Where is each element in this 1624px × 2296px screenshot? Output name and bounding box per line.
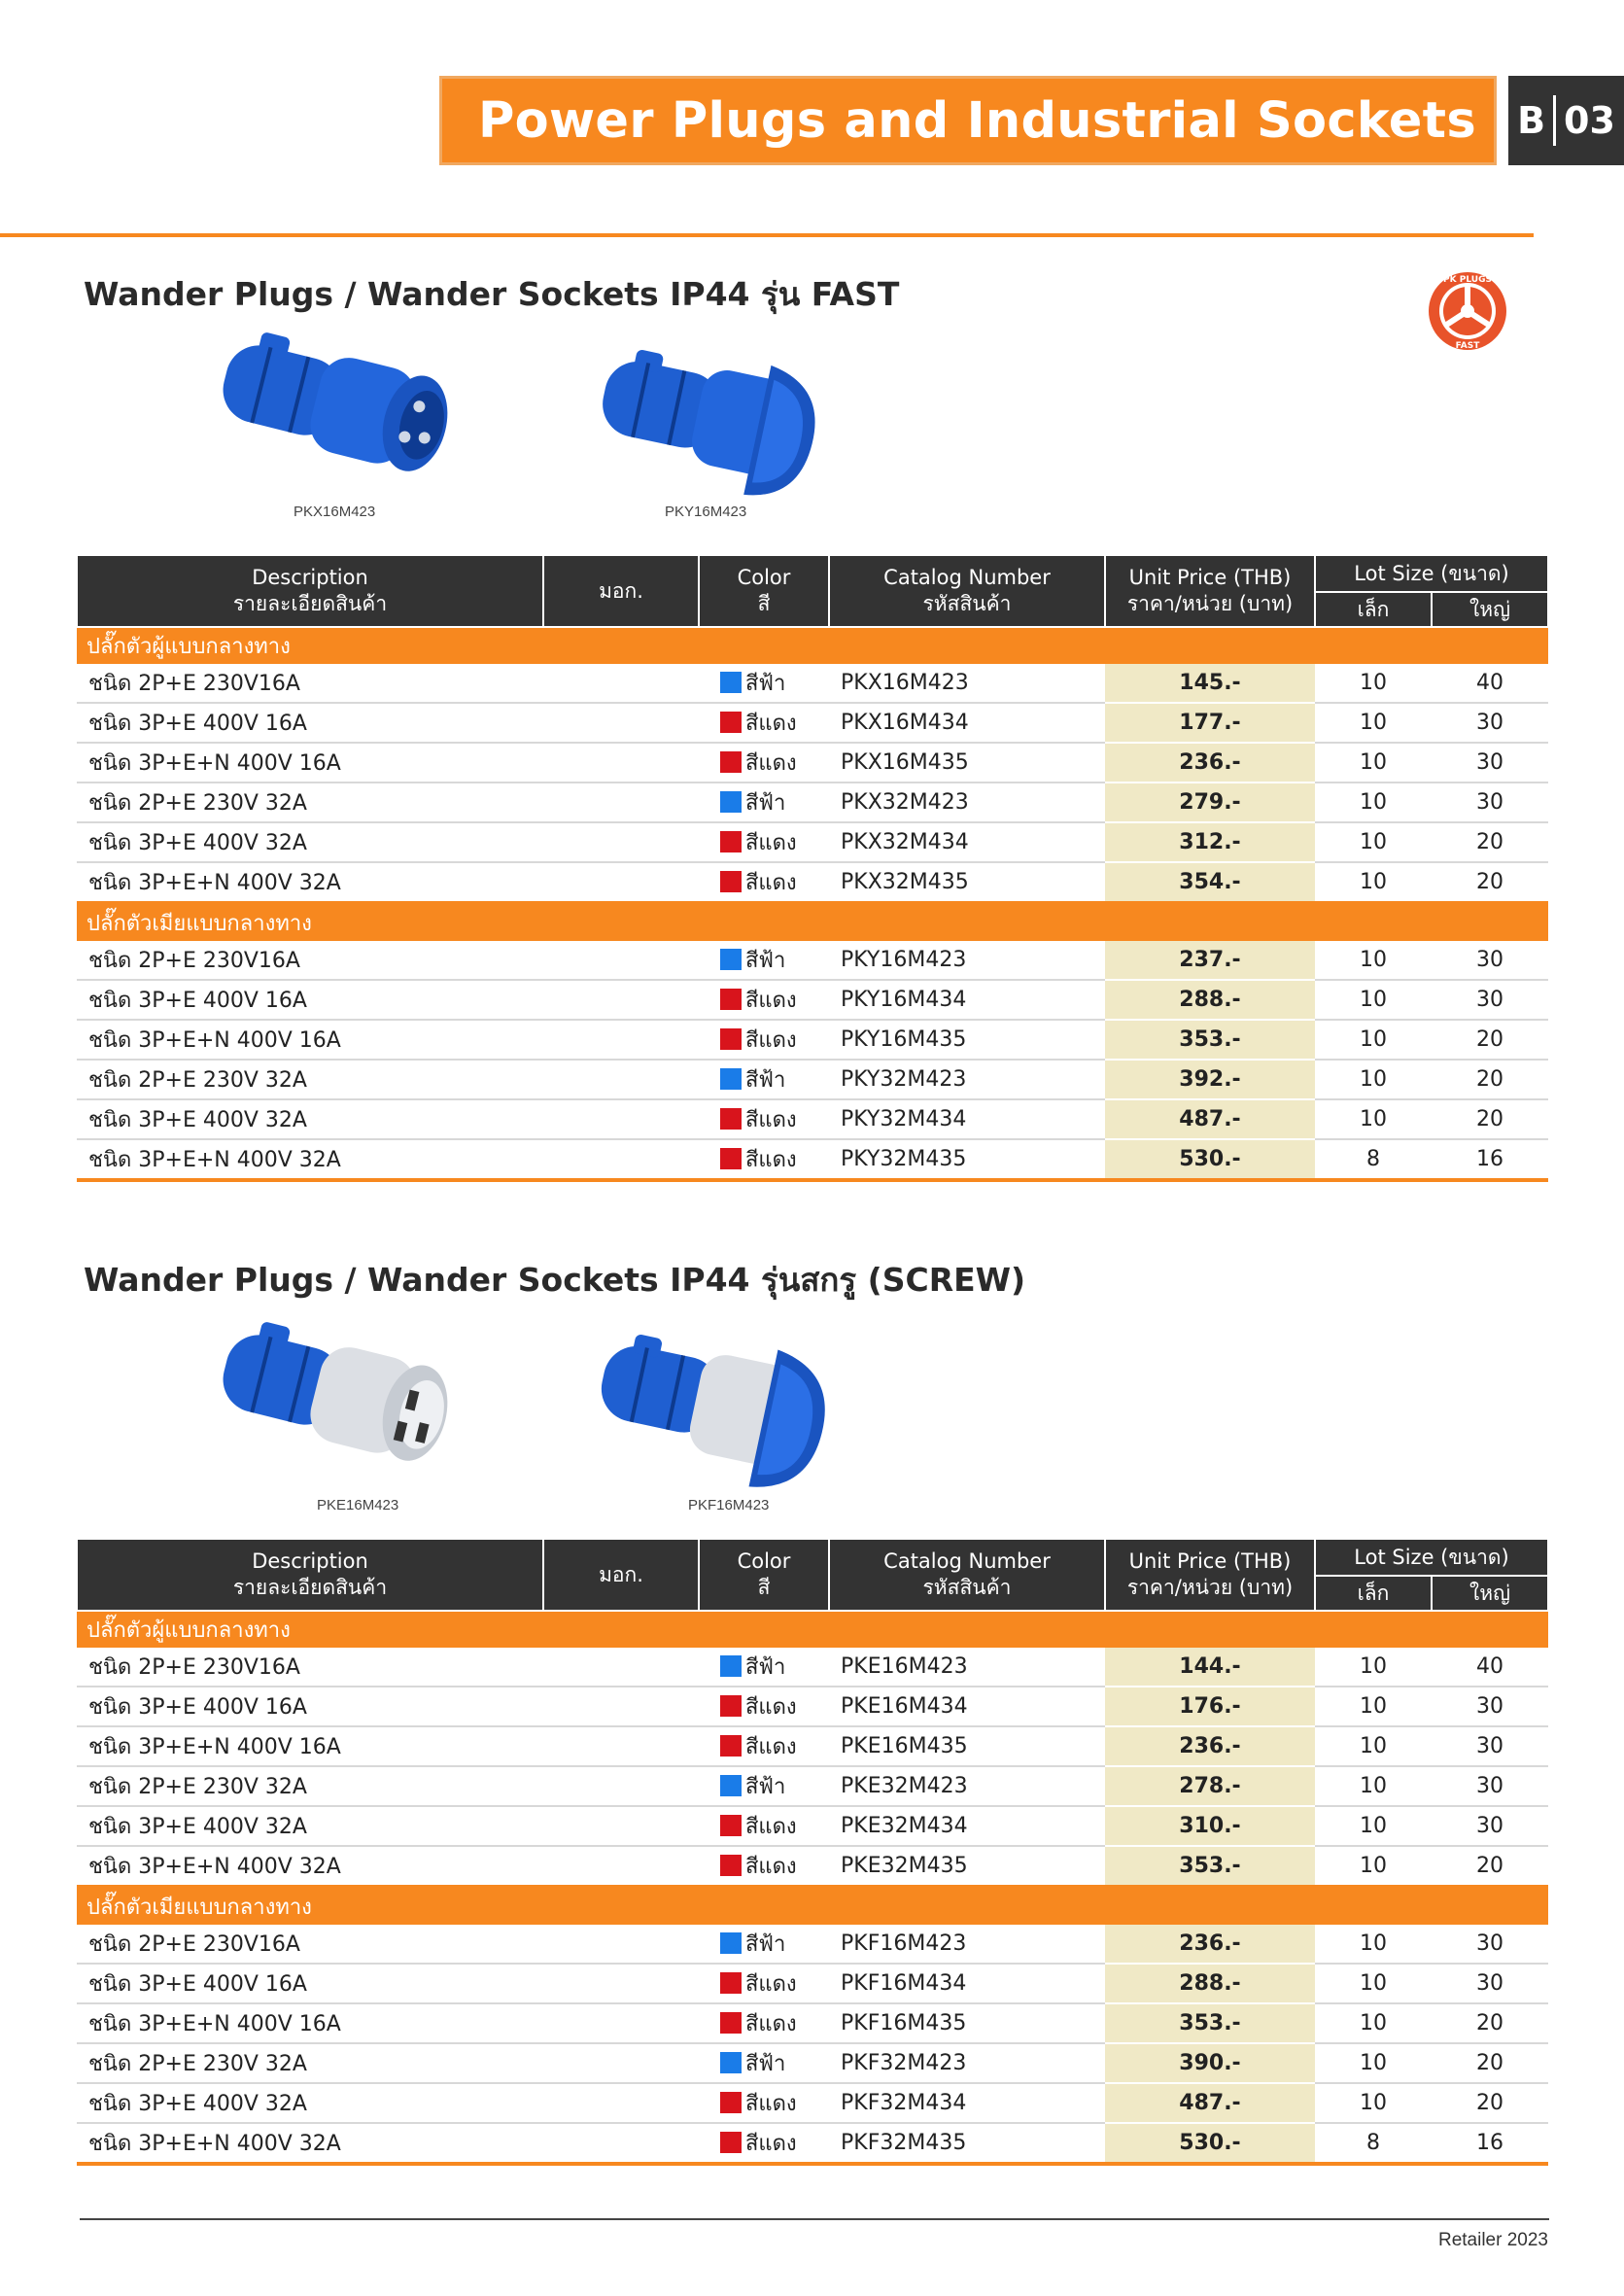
lot-small-cell: 10 <box>1315 980 1432 1020</box>
tis-cell <box>543 1020 699 1060</box>
lot-small-cell: 10 <box>1315 664 1432 703</box>
table-row <box>77 1766 1548 1806</box>
price-cell: 312.- <box>1105 822 1315 862</box>
color-cell <box>699 980 829 1020</box>
color-cell <box>699 703 829 743</box>
col-lot-small: เล็ก <box>1315 1576 1432 1611</box>
price-cell: 177.- <box>1105 703 1315 743</box>
color-swatch <box>720 2092 742 2113</box>
color-label: สีแดง <box>745 1028 797 1053</box>
lot-large-cell: 30 <box>1432 980 1548 1020</box>
description-cell: ชนิด 3P+E 400V 32A <box>77 2083 543 2123</box>
blue-socket-icon <box>593 340 846 505</box>
color-label: สีฟ้า <box>745 1775 786 1799</box>
col-tis: มอก. <box>543 555 699 627</box>
table-row <box>77 664 1548 703</box>
lot-large-cell: 30 <box>1432 1766 1548 1806</box>
lot-small-cell: 10 <box>1315 1846 1432 1887</box>
catalog-cell: PKX32M435 <box>829 862 1105 903</box>
color-cell <box>699 862 829 903</box>
price-cell: 390.- <box>1105 2043 1315 2083</box>
color-label: สีแดง <box>745 1148 797 1172</box>
table-row <box>77 980 1548 1020</box>
lot-small-cell: 10 <box>1315 862 1432 903</box>
color-cell <box>699 2043 829 2083</box>
table-row <box>77 862 1548 903</box>
lot-large-cell: 20 <box>1432 1099 1548 1139</box>
description-cell: ชนิด 3P+E 400V 16A <box>77 1687 543 1726</box>
catalog-cell: PKE32M423 <box>829 1766 1105 1806</box>
color-cell <box>699 2123 829 2164</box>
description-cell: ชนิด 3P+E+N 400V 16A <box>77 2003 543 2043</box>
lot-large-cell: 20 <box>1432 1020 1548 1060</box>
color-label: สีฟ้า <box>745 1068 786 1093</box>
color-swatch <box>720 1028 742 1050</box>
lot-large-cell: 20 <box>1432 822 1548 862</box>
color-cell <box>699 1099 829 1139</box>
color-label: สีฟ้า <box>745 2052 786 2076</box>
price-cell: 353.- <box>1105 1020 1315 1060</box>
color-swatch <box>720 1695 742 1717</box>
blue-white-socket-icon <box>591 1326 853 1497</box>
color-label: สีฟ้า <box>745 1655 786 1680</box>
catalog-cell: PKX32M434 <box>829 822 1105 862</box>
group-row <box>77 1887 1548 1925</box>
color-swatch <box>720 791 742 813</box>
page-title: Power Plugs and Industrial Sockets <box>478 91 1476 150</box>
table-row <box>77 2123 1548 2164</box>
description-cell: ชนิด 3P+E+N 400V 16A <box>77 743 543 783</box>
color-cell <box>699 1925 829 1964</box>
color-label: สีแดง <box>745 1735 797 1759</box>
price-cell: 236.- <box>1105 1925 1315 1964</box>
price-cell: 353.- <box>1105 2003 1315 2043</box>
catalog-cell: PKF32M423 <box>829 2043 1105 2083</box>
table-row <box>77 743 1548 783</box>
group-label: ปลั๊กตัวเมียแบบกลางทาง <box>77 903 1548 941</box>
catalog-cell: PKF32M435 <box>829 2123 1105 2164</box>
description-cell: ชนิด 2P+E 230V 32A <box>77 783 543 822</box>
price-cell: 310.- <box>1105 1806 1315 1846</box>
tis-cell <box>543 1060 699 1099</box>
header-banner <box>439 76 1497 165</box>
logo-text-bottom: FAST <box>1455 341 1480 351</box>
table-row <box>77 1020 1548 1060</box>
color-cell <box>699 2083 829 2123</box>
lot-large-cell: 30 <box>1432 743 1548 783</box>
color-swatch <box>720 1855 742 1876</box>
table-row <box>77 1099 1548 1139</box>
lot-small-cell: 10 <box>1315 703 1432 743</box>
tis-cell <box>543 1687 699 1726</box>
lot-large-cell: 20 <box>1432 1060 1548 1099</box>
lot-large-cell: 30 <box>1432 783 1548 822</box>
col-price: Unit Price (THB) ราคา/หน่วย (บาท) <box>1105 555 1315 627</box>
price-cell: 144.- <box>1105 1648 1315 1687</box>
section-title-fast: Wander Plugs / Wander Sockets IP44 รุ่น FAST <box>84 275 900 313</box>
table-row <box>77 941 1548 980</box>
catalog-cell: PKF16M423 <box>829 1925 1105 1964</box>
tis-cell <box>543 980 699 1020</box>
color-swatch <box>720 1972 742 1994</box>
lot-large-cell: 16 <box>1432 2123 1548 2164</box>
logo-text-top: PK PLUGS <box>1443 275 1492 285</box>
color-cell <box>699 1726 829 1766</box>
color-cell <box>699 783 829 822</box>
color-label: สีแดง <box>745 2132 797 2156</box>
catalog-cell: PKF16M434 <box>829 1964 1105 2003</box>
lot-small-cell: 10 <box>1315 1099 1432 1139</box>
price-cell: 487.- <box>1105 1099 1315 1139</box>
tis-cell <box>543 862 699 903</box>
color-label: สีแดง <box>745 831 797 855</box>
lot-small-cell: 10 <box>1315 2083 1432 2123</box>
col-price: Unit Price (THB) ราคา/หน่วย (บาท) <box>1105 1539 1315 1611</box>
color-swatch <box>720 1735 742 1757</box>
table-row <box>77 1648 1548 1687</box>
color-cell <box>699 1846 829 1887</box>
lot-large-cell: 20 <box>1432 2083 1548 2123</box>
table-row <box>77 2083 1548 2123</box>
catalog-cell: PKX16M435 <box>829 743 1105 783</box>
group-label: ปลั๊กตัวผู้แบบกลางทาง <box>77 627 1548 664</box>
catalog-cell: PKE16M434 <box>829 1687 1105 1726</box>
catalog-cell: PKY16M423 <box>829 941 1105 980</box>
tis-cell <box>543 783 699 822</box>
color-swatch <box>720 989 742 1010</box>
tis-cell <box>543 2083 699 2123</box>
table-row <box>77 703 1548 743</box>
lot-small-cell: 10 <box>1315 1766 1432 1806</box>
description-cell: ชนิด 3P+E 400V 32A <box>77 822 543 862</box>
catalog-cell: PKY32M434 <box>829 1099 1105 1139</box>
color-swatch <box>720 1932 742 1954</box>
tis-cell <box>543 1964 699 2003</box>
lot-small-cell: 10 <box>1315 783 1432 822</box>
group-label: ปลั๊กตัวเมียแบบกลางทาง <box>77 1887 1548 1925</box>
price-cell: 237.- <box>1105 941 1315 980</box>
color-label: สีแดง <box>745 1972 797 1997</box>
price-cell: 145.- <box>1105 664 1315 703</box>
color-cell <box>699 1806 829 1846</box>
lot-large-cell: 40 <box>1432 1648 1548 1687</box>
color-swatch <box>720 1068 742 1090</box>
tis-cell <box>543 2043 699 2083</box>
description-cell: ชนิด 3P+E 400V 16A <box>77 980 543 1020</box>
description-cell: ชนิด 2P+E 230V16A <box>77 1648 543 1687</box>
color-label: สีแดง <box>745 989 797 1013</box>
table-row <box>77 1060 1548 1099</box>
product-label: PKY16M423 <box>665 504 747 520</box>
description-cell: ชนิด 3P+E+N 400V 32A <box>77 1846 543 1887</box>
tis-cell <box>543 1726 699 1766</box>
tis-cell <box>543 1139 699 1180</box>
color-swatch <box>720 1655 742 1677</box>
section-letter: B <box>1517 99 1546 142</box>
table-row <box>77 2003 1548 2043</box>
color-cell <box>699 1060 829 1099</box>
color-label: สีแดง <box>745 2012 797 2036</box>
color-cell <box>699 941 829 980</box>
group-row <box>77 903 1548 941</box>
tis-cell <box>543 822 699 862</box>
tis-cell <box>543 1925 699 1964</box>
price-cell: 236.- <box>1105 1726 1315 1766</box>
description-cell: ชนิด 2P+E 230V16A <box>77 941 543 980</box>
description-cell: ชนิด 2P+E 230V16A <box>77 1925 543 1964</box>
color-label: สีฟ้า <box>745 1932 786 1957</box>
catalog-cell: PKY32M423 <box>829 1060 1105 1099</box>
col-description: Description รายละเอียดสินค้า <box>77 555 543 627</box>
lot-small-cell: 10 <box>1315 2003 1432 2043</box>
catalog-cell: PKF16M435 <box>829 2003 1105 2043</box>
product-label: PKF16M423 <box>688 1497 770 1513</box>
catalog-cell: PKX32M423 <box>829 783 1105 822</box>
catalog-cell: PKE32M435 <box>829 1846 1105 1887</box>
lot-small-cell: 10 <box>1315 941 1432 980</box>
price-cell: 288.- <box>1105 1964 1315 2003</box>
color-cell <box>699 1648 829 1687</box>
color-label: สีฟ้า <box>745 672 786 696</box>
price-cell: 176.- <box>1105 1687 1315 1726</box>
blue-plug-icon <box>206 327 468 502</box>
table-row <box>77 1964 1548 2003</box>
price-table-fast <box>76 554 1549 1182</box>
color-label: สีฟ้า <box>745 791 786 816</box>
price-cell: 278.- <box>1105 1766 1315 1806</box>
color-cell <box>699 1964 829 2003</box>
lot-small-cell: 10 <box>1315 1726 1432 1766</box>
table-row <box>77 1687 1548 1726</box>
description-cell: ชนิด 3P+E+N 400V 16A <box>77 1726 543 1766</box>
color-label: สีแดง <box>745 712 797 736</box>
price-cell: 487.- <box>1105 2083 1315 2123</box>
col-color: Color สี <box>699 555 829 627</box>
table-row <box>77 2043 1548 2083</box>
col-lot-small: เล็ก <box>1315 592 1432 627</box>
group-row <box>77 1611 1548 1648</box>
lot-large-cell: 20 <box>1432 2043 1548 2083</box>
color-cell <box>699 822 829 862</box>
col-description: Description รายละเอียดสินค้า <box>77 1539 543 1611</box>
price-cell: 530.- <box>1105 1139 1315 1180</box>
color-cell <box>699 664 829 703</box>
color-label: สีแดง <box>745 871 797 895</box>
color-swatch <box>720 751 742 773</box>
color-swatch <box>720 2132 742 2153</box>
description-cell: ชนิด 2P+E 230V 32A <box>77 1060 543 1099</box>
lot-small-cell: 8 <box>1315 2123 1432 2164</box>
catalog-cell: PKE32M434 <box>829 1806 1105 1846</box>
page-number: 03 <box>1564 99 1615 142</box>
table-row <box>77 1846 1548 1887</box>
tis-cell <box>543 1648 699 1687</box>
header-rule <box>0 233 1534 237</box>
tis-cell <box>543 2003 699 2043</box>
color-swatch <box>720 2012 742 2034</box>
tis-cell <box>543 1846 699 1887</box>
catalog-cell: PKF32M434 <box>829 2083 1105 2123</box>
color-swatch <box>720 1108 742 1130</box>
color-swatch <box>720 1775 742 1796</box>
price-cell: 279.- <box>1105 783 1315 822</box>
lot-large-cell: 40 <box>1432 664 1548 703</box>
col-lot-size: Lot Size (ขนาด) <box>1315 555 1548 592</box>
product-label: PKE16M423 <box>317 1497 399 1513</box>
table-row <box>77 1806 1548 1846</box>
fast-brand-logo-icon <box>1425 268 1510 354</box>
price-cell: 530.- <box>1105 2123 1315 2164</box>
tis-cell <box>543 1766 699 1806</box>
lot-small-cell: 10 <box>1315 1648 1432 1687</box>
lot-large-cell: 30 <box>1432 1726 1548 1766</box>
col-tis: มอก. <box>543 1539 699 1611</box>
color-swatch <box>720 1815 742 1836</box>
tis-cell <box>543 1806 699 1846</box>
color-swatch <box>720 672 742 693</box>
lot-small-cell: 10 <box>1315 743 1432 783</box>
lot-small-cell: 10 <box>1315 1806 1432 1846</box>
lot-large-cell: 20 <box>1432 2003 1548 2043</box>
color-swatch <box>720 712 742 733</box>
lot-large-cell: 16 <box>1432 1139 1548 1180</box>
table-row <box>77 1726 1548 1766</box>
color-cell <box>699 1139 829 1180</box>
group-row <box>77 627 1548 664</box>
page-code <box>1508 76 1624 165</box>
lot-small-cell: 10 <box>1315 1964 1432 2003</box>
color-cell <box>699 1687 829 1726</box>
lot-small-cell: 10 <box>1315 1687 1432 1726</box>
footer-text: Retailer 2023 <box>1437 2230 1548 2250</box>
color-cell <box>699 743 829 783</box>
description-cell: ชนิด 3P+E 400V 16A <box>77 1964 543 2003</box>
lot-large-cell: 30 <box>1432 941 1548 980</box>
tis-cell <box>543 2123 699 2164</box>
color-cell <box>699 1020 829 1060</box>
tis-cell <box>543 664 699 703</box>
color-swatch <box>720 1148 742 1169</box>
color-cell <box>699 1766 829 1806</box>
price-cell: 353.- <box>1105 1846 1315 1887</box>
color-label: สีแดง <box>745 751 797 776</box>
catalog-cell: PKY16M435 <box>829 1020 1105 1060</box>
description-cell: ชนิด 2P+E 230V 32A <box>77 2043 543 2083</box>
description-cell: ชนิด 3P+E 400V 32A <box>77 1099 543 1139</box>
color-swatch <box>720 871 742 892</box>
lot-small-cell: 10 <box>1315 1020 1432 1060</box>
color-swatch <box>720 949 742 970</box>
lot-large-cell: 30 <box>1432 1964 1548 2003</box>
lot-small-cell: 10 <box>1315 1925 1432 1964</box>
col-lot-large: ใหญ่ <box>1432 592 1548 627</box>
col-catalog: Catalog Number รหัสสินค้า <box>829 1539 1105 1611</box>
price-cell: 354.- <box>1105 862 1315 903</box>
tis-cell <box>543 703 699 743</box>
description-cell: ชนิด 3P+E+N 400V 32A <box>77 2123 543 2164</box>
description-cell: ชนิด 3P+E+N 400V 32A <box>77 1139 543 1180</box>
table-row <box>77 1925 1548 1964</box>
lot-small-cell: 10 <box>1315 1060 1432 1099</box>
lot-large-cell: 30 <box>1432 703 1548 743</box>
lot-small-cell: 10 <box>1315 822 1432 862</box>
description-cell: ชนิด 3P+E+N 400V 16A <box>77 1020 543 1060</box>
group-label: ปลั๊กตัวผู้แบบกลางทาง <box>77 1611 1548 1648</box>
tis-cell <box>543 743 699 783</box>
color-label: สีแดง <box>745 1855 797 1879</box>
lot-large-cell: 30 <box>1432 1687 1548 1726</box>
lot-large-cell: 20 <box>1432 1846 1548 1887</box>
catalog-cell: PKE16M435 <box>829 1726 1105 1766</box>
footer-rule <box>80 2218 1549 2220</box>
color-label: สีแดง <box>745 2092 797 2116</box>
col-lot-size: Lot Size (ขนาด) <box>1315 1539 1548 1576</box>
description-cell: ชนิด 2P+E 230V16A <box>77 664 543 703</box>
table-row <box>77 1139 1548 1180</box>
price-cell: 236.- <box>1105 743 1315 783</box>
lot-large-cell: 20 <box>1432 862 1548 903</box>
table-row <box>77 822 1548 862</box>
catalog-cell: PKY32M435 <box>829 1139 1105 1180</box>
price-cell: 288.- <box>1105 980 1315 1020</box>
col-catalog: Catalog Number รหัสสินค้า <box>829 555 1105 627</box>
color-label: สีฟ้า <box>745 949 786 973</box>
color-swatch <box>720 831 742 852</box>
color-swatch <box>720 2052 742 2073</box>
lot-large-cell: 30 <box>1432 1806 1548 1846</box>
color-label: สีแดง <box>745 1108 797 1132</box>
catalog-cell: PKX16M434 <box>829 703 1105 743</box>
catalog-cell: PKY16M434 <box>829 980 1105 1020</box>
description-cell: ชนิด 3P+E 400V 16A <box>77 703 543 743</box>
tis-cell <box>543 941 699 980</box>
description-cell: ชนิด 2P+E 230V 32A <box>77 1766 543 1806</box>
color-cell <box>699 2003 829 2043</box>
product-label: PKX16M423 <box>294 504 376 520</box>
col-lot-large: ใหญ่ <box>1432 1576 1548 1611</box>
price-table-screw <box>76 1538 1549 2166</box>
page-code-divider <box>1553 95 1556 146</box>
description-cell: ชนิด 3P+E+N 400V 32A <box>77 862 543 903</box>
price-cell: 392.- <box>1105 1060 1315 1099</box>
lot-large-cell: 30 <box>1432 1925 1548 1964</box>
color-label: สีแดง <box>745 1695 797 1720</box>
tis-cell <box>543 1099 699 1139</box>
color-label: สีแดง <box>745 1815 797 1839</box>
catalog-cell: PKE16M423 <box>829 1648 1105 1687</box>
table-row <box>77 783 1548 822</box>
section-title-screw: Wander Plugs / Wander Sockets IP44 รุ่นสกรู (SCREW) <box>84 1261 1026 1299</box>
col-color: Color สี <box>699 1539 829 1611</box>
lot-small-cell: 8 <box>1315 1139 1432 1180</box>
blue-white-plug-icon <box>206 1316 468 1491</box>
description-cell: ชนิด 3P+E 400V 32A <box>77 1806 543 1846</box>
catalog-cell: PKX16M423 <box>829 664 1105 703</box>
lot-small-cell: 10 <box>1315 2043 1432 2083</box>
